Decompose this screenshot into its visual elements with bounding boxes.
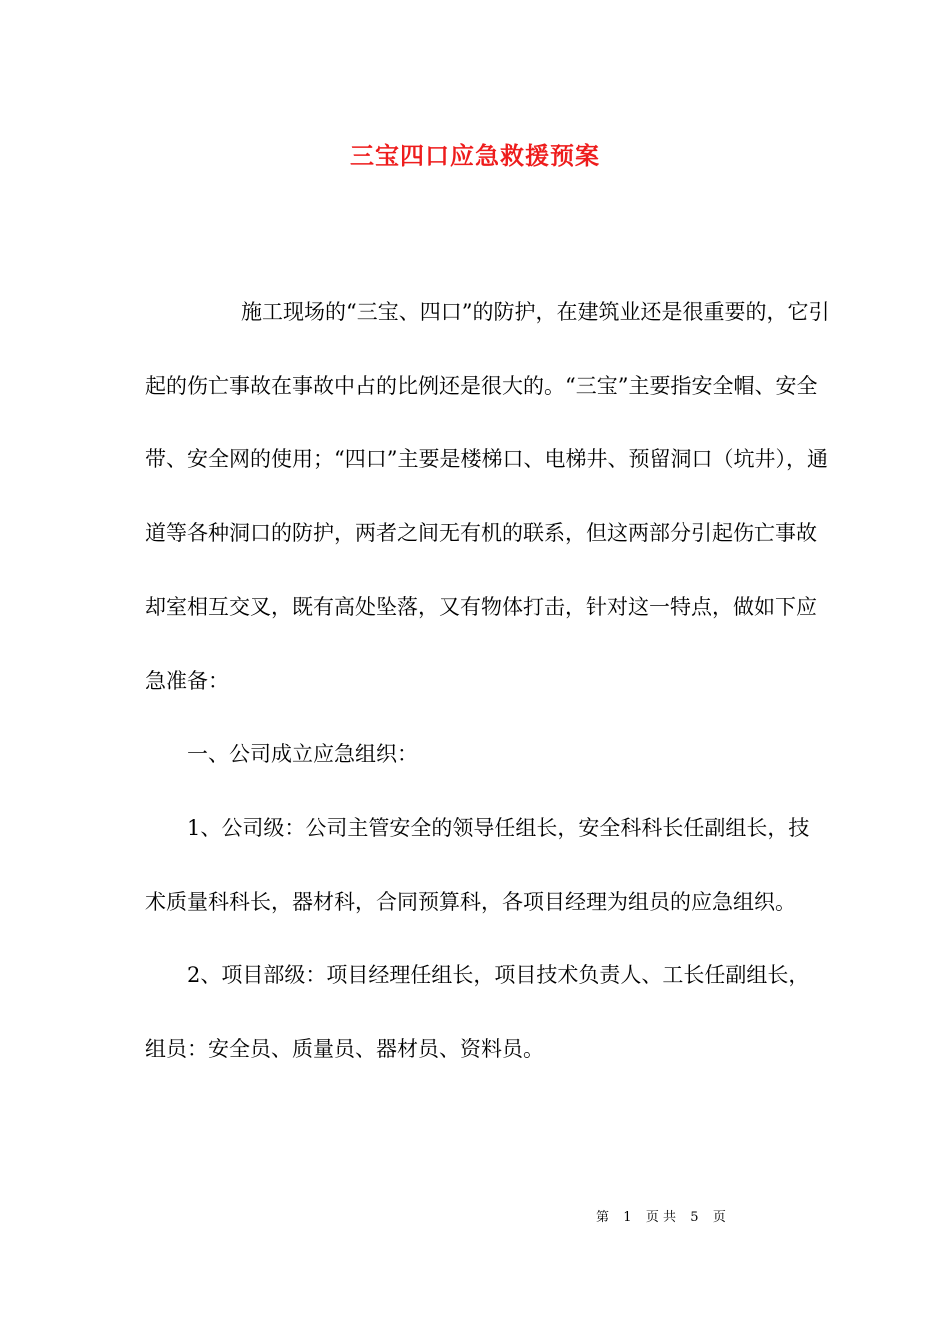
page-number-footer [596,1208,726,1228]
footer-suffix: 页 [712,1210,726,1225]
footer-current-page: 1 [623,1210,632,1225]
footer-total-pages: 5 [690,1210,699,1225]
project-level-paragraph: 2、项目部级：项目经理任组长，项目技术负责人、工长任副组长，组员：安全员、质量员、器材员、资料员。 [145,963,810,1062]
footer-prefix: 第 [596,1210,610,1225]
document-title: 三宝四口应急救援预案 [350,141,600,170]
company-level-paragraph: 1、公司级：公司主管安全的领导任组长，安全科科长任副组长，技术质量科科长，器材科，合同预算科，各项目经理为组员的应急组织。 [145,815,810,914]
document-body [145,276,830,1087]
footer-mid: 页 共 [645,1210,676,1225]
intro-paragraph: 施工现场的“三宝、四口”的防护，在建筑业还是很重要的，它引起的伤亡事故在事故中占的比例还是很大的。“三宝”主要指安全帽、安全带、安全网的使用；“四口”主要是楼梯口、电梯井、预留洞口（坑井），通道等各种洞口的防护，两者之间无有机的联系，但这两部分引起伤亡事故却室相互交叉，既有高处坠落，又有物体打击，针对这一特点，做如下应急准备： [145,300,830,693]
section-heading-emergency-organization: 一、公司成立应急组织： [187,742,418,767]
